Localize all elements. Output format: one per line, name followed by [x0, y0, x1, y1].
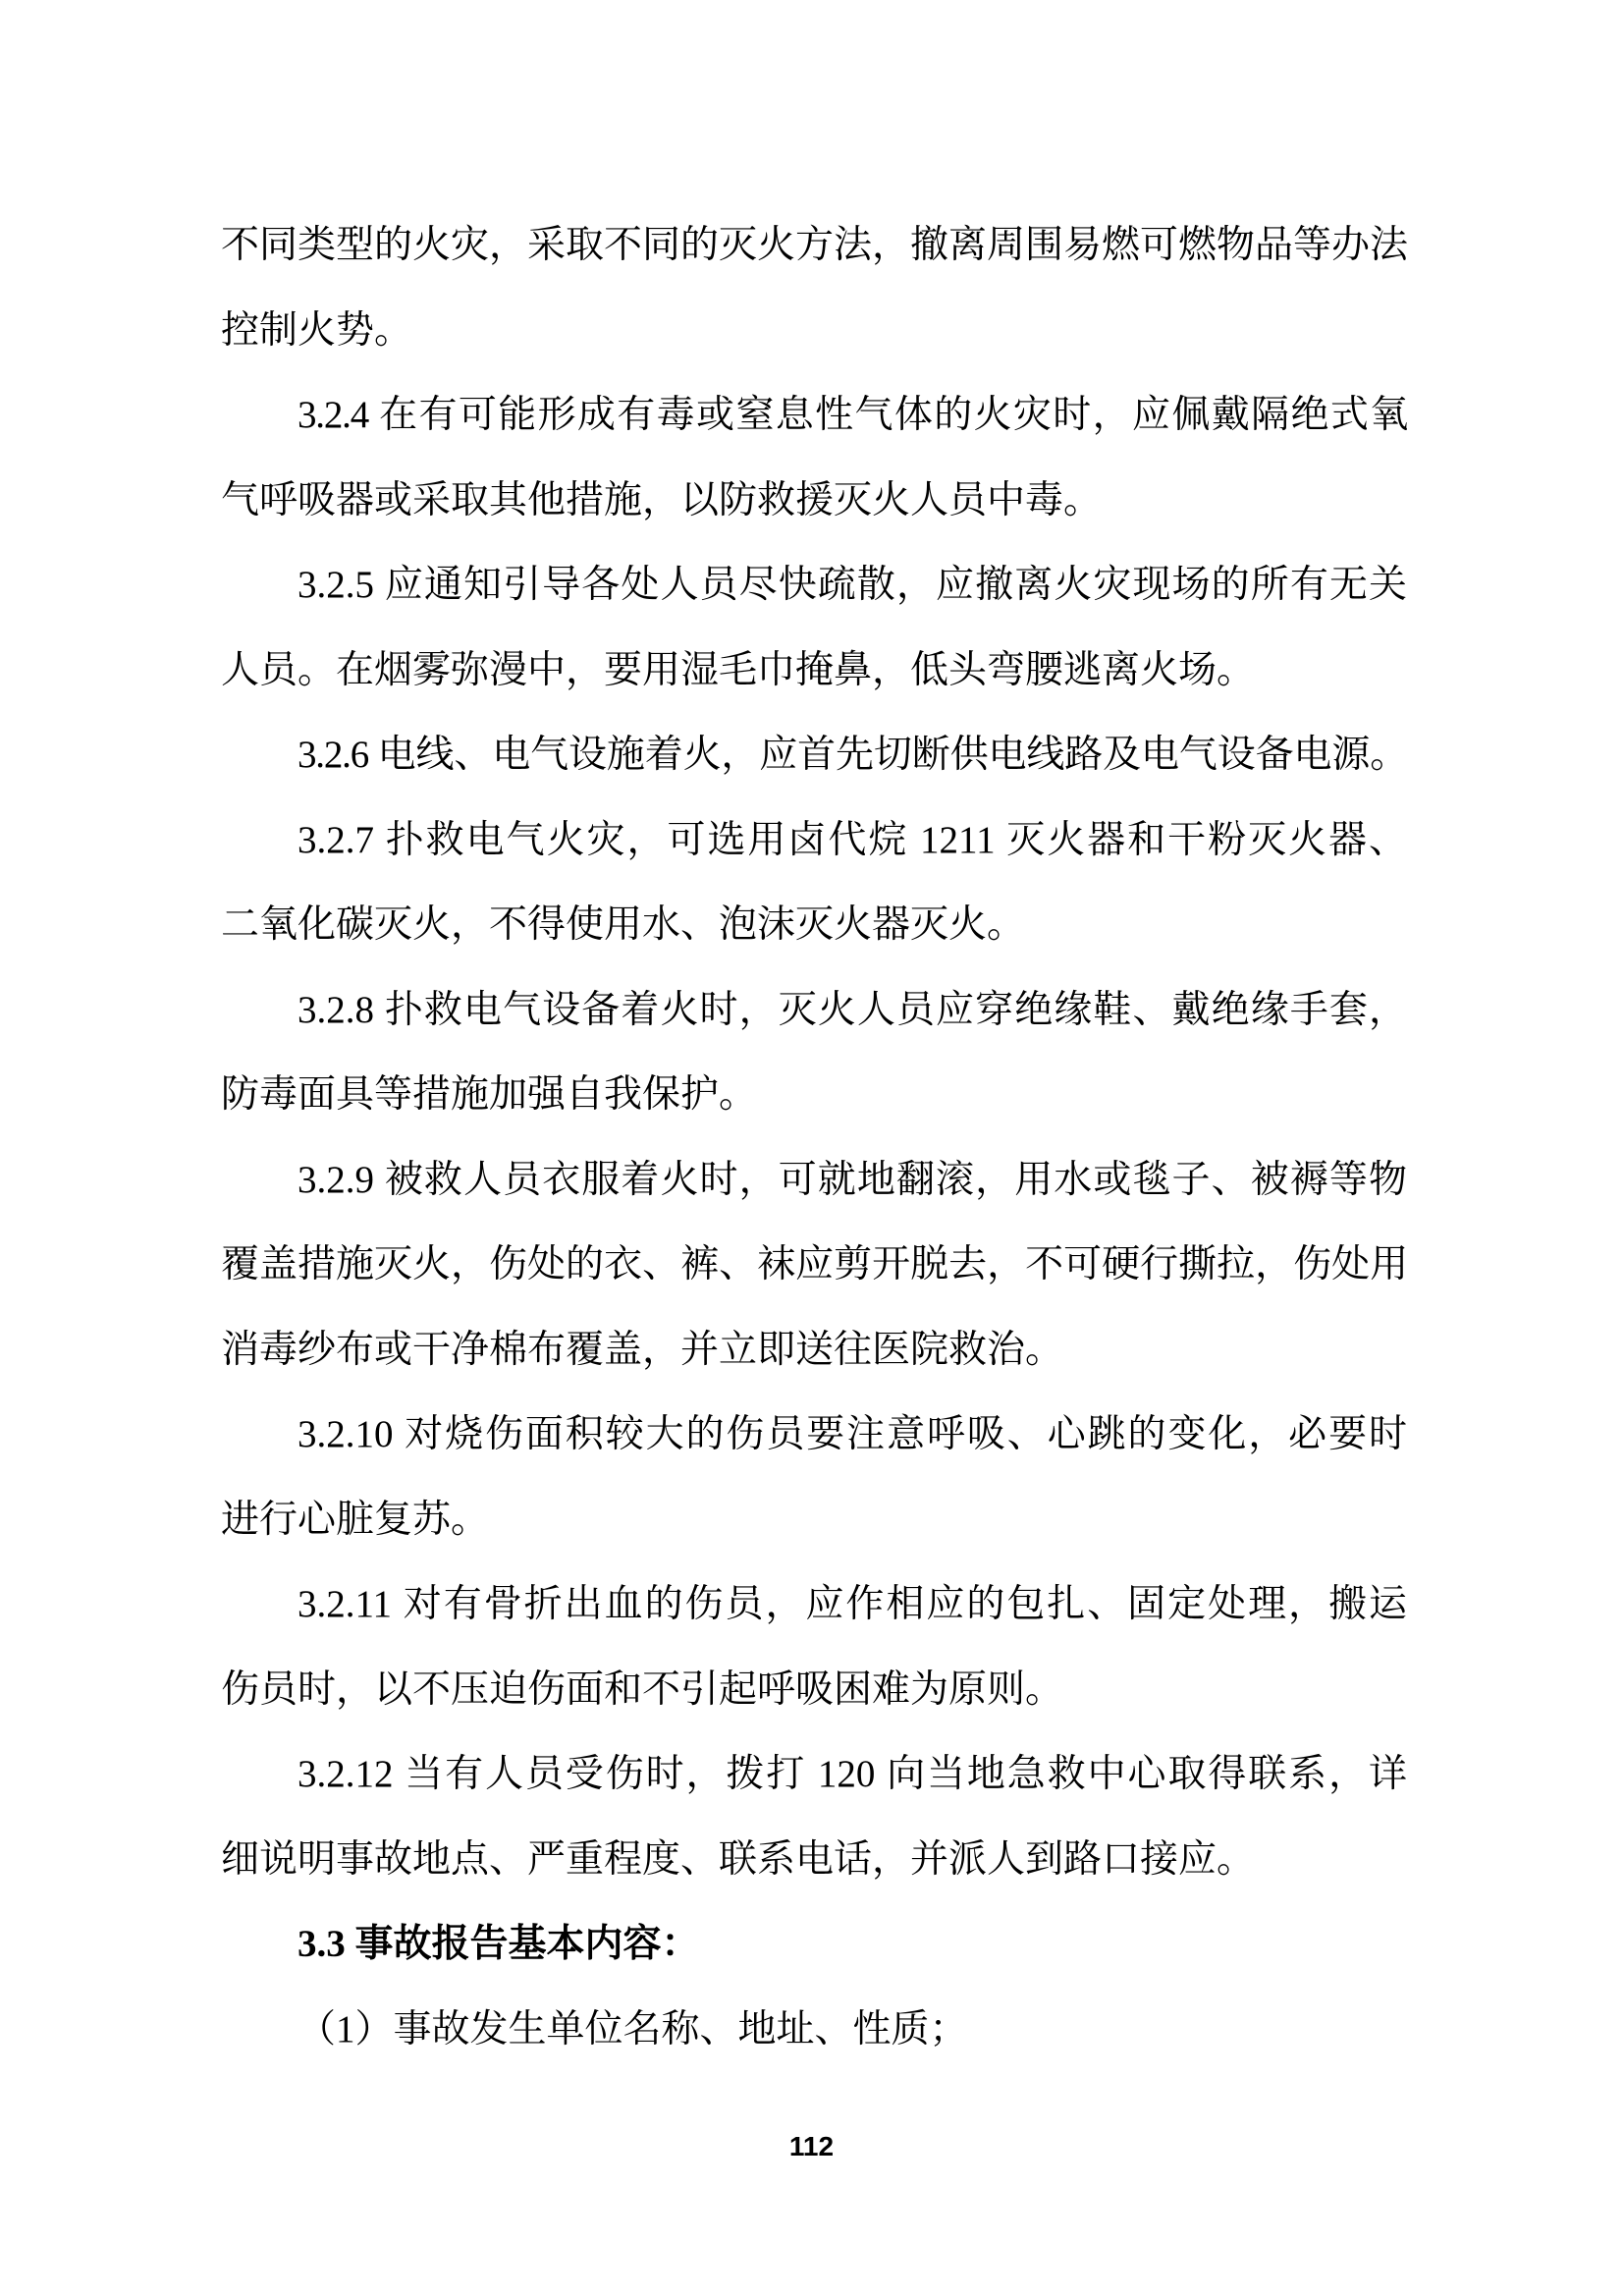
- text-line: 消毒纱布或干净棉布覆盖，并立即送往医院救治。: [221, 1328, 1064, 1371]
- section-heading: 3.3 事故报告基本内容：: [298, 1923, 700, 1965]
- text-line: 3.2.9 被救人员衣服着火时，可就地翻滚，用水或毯子、被褥等物: [298, 1158, 1407, 1201]
- text-line: 伤员时，以不压迫伤面和不引起呼吸困难为原则。: [221, 1667, 1064, 1711]
- text-line: 控制火势。: [221, 308, 413, 352]
- text-line: 3.2.12 当有人员受伤时，拨打 120 向当地急救中心取得联系，详: [298, 1753, 1407, 1795]
- text-line: 3.2.10 对烧伤面积较大的伤员要注意呼吸、心跳的变化，必要时: [298, 1413, 1407, 1455]
- text-line: （1）事故发生单位名称、地址、性质；: [298, 2007, 968, 2050]
- text-line: 3.2.8 扑救电气设备着火时，灭火人员应穿绝缘鞋、戴绝缘手套，: [298, 988, 1407, 1031]
- text-line: 3.2.7 扑救电气火灾，可选用卤代烷 1211 灭火器和干粉灭火器、: [298, 818, 1407, 861]
- text-line: 进行心脏复苏。: [221, 1498, 490, 1541]
- text-line: 人员。在烟雾弥漫中，要用湿毛巾掩鼻，低头弯腰逃离火场。: [221, 648, 1256, 691]
- document-page: [221, 203, 1407, 2072]
- text-line: 细说明事故地点、严重程度、联系电话，并派人到路口接应。: [221, 1837, 1256, 1881]
- text-line: 3.2.5 应通知引导各处人员尽快疏散，应撤离火灾现场的所有无关: [298, 564, 1407, 606]
- text-line: 3.2.4 在有可能形成有毒或窒息性气体的火灾时，应佩戴隔绝式氧: [298, 394, 1407, 436]
- text-line: 防毒面具等措施加强自我保护。: [221, 1073, 758, 1116]
- text-line: 二氧化碳灭火，不得使用水、泡沫灭火器灭火。: [221, 903, 1026, 946]
- text-line: 覆盖措施灭火，伤处的衣、裤、袜应剪开脱去，不可硬行撕拉，伤处用: [221, 1243, 1407, 1285]
- text-line: 3.2.6 电线、电气设施着火，应首先切断供电线路及电气设备电源。: [298, 734, 1407, 776]
- text-line: 3.2.11 对有骨折出血的伤员，应作相应的包扎、固定处理，搬运: [298, 1583, 1407, 1625]
- text-line: 不同类型的火灾，采取不同的灭火方法，撤离周围易燃可燃物品等办法: [221, 224, 1409, 266]
- text-line: 气呼吸器或采取其他措施，以防救援灭火人员中毒。: [221, 478, 1103, 521]
- page-number: 112: [788, 2131, 835, 2161]
